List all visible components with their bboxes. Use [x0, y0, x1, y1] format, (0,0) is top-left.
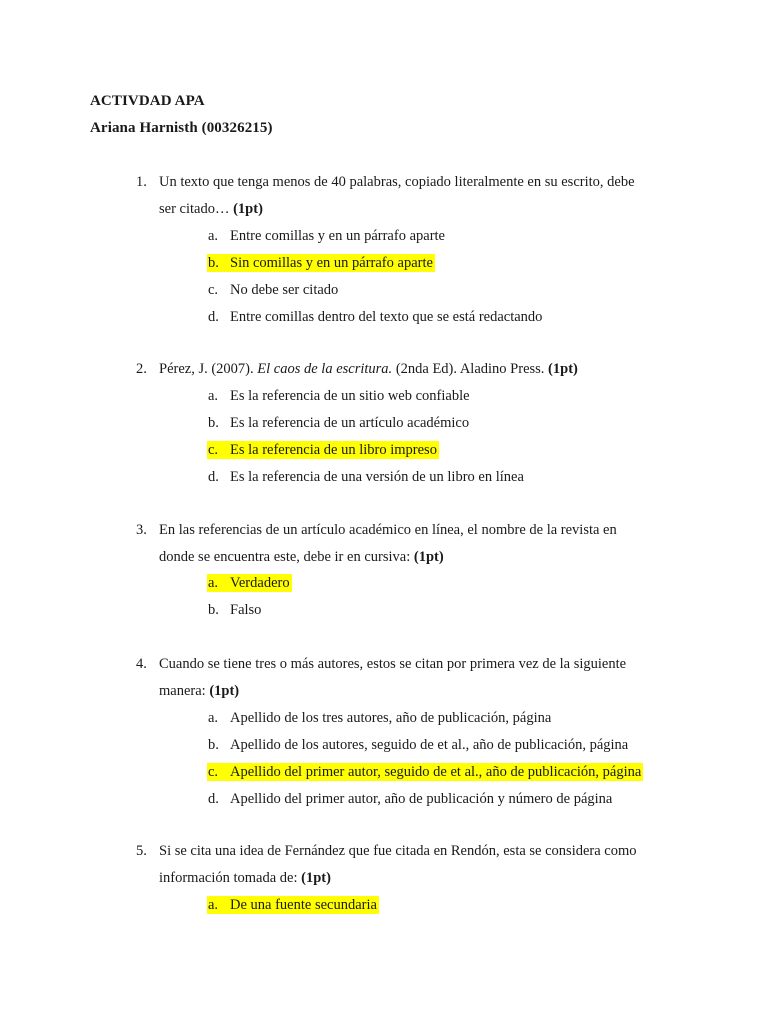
option-letter: b. — [208, 415, 219, 431]
option-letter: a. — [208, 575, 219, 591]
option-text: No debe ser citado — [230, 282, 339, 298]
option-2d — [207, 464, 526, 491]
option-highlight — [207, 574, 292, 592]
option-letter: a. — [208, 388, 219, 404]
question-text-part: Pérez, J. (2007). — [159, 361, 258, 377]
option-1b — [207, 250, 544, 277]
question-text-line: Cuando se tiene tres o más autores, estos se citan por primera vez de la siguiente — [159, 656, 627, 672]
question-number: 4. — [136, 656, 147, 672]
option-highlight — [207, 468, 526, 486]
question-text-line2: donde se encuentra este, debe ir en cursiva: — [159, 549, 414, 565]
option-highlight — [207, 896, 379, 914]
option-text: Es la referencia de un artículo académico — [230, 415, 470, 431]
question-text-line — [159, 865, 696, 892]
question-3 — [136, 517, 696, 571]
option-highlight — [207, 601, 263, 619]
option-highlight — [207, 763, 643, 781]
question-text — [159, 169, 696, 223]
option-highlight — [207, 227, 447, 245]
option-text: Es la referencia de un sitio web confiable — [230, 388, 470, 404]
question-4 — [136, 651, 696, 705]
option-text: Apellido de los autores, seguido de et al., año de publicación, página — [230, 737, 629, 753]
option-text: Entre comillas y en un párrafo aparte — [230, 228, 445, 244]
option-4a — [207, 705, 643, 732]
option-highlight — [207, 387, 472, 405]
option-letter: a. — [208, 710, 219, 726]
option-1a — [207, 223, 544, 250]
question-text — [159, 651, 696, 705]
question-number: 1. — [136, 174, 147, 190]
option-text: Es la referencia de una versión de un libro en línea — [230, 469, 524, 485]
options-list-2 — [207, 383, 526, 491]
option-4b — [207, 732, 643, 759]
option-highlight — [207, 441, 439, 459]
question-1 — [136, 169, 696, 223]
option-letter: c. — [208, 282, 219, 298]
option-letter: c. — [208, 764, 219, 780]
option-text: De una fuente secundaria — [230, 897, 377, 913]
option-4c — [207, 759, 643, 786]
option-letter: a. — [208, 228, 219, 244]
option-text: Apellido de los tres autores, año de publicación, página — [230, 710, 552, 726]
question-number: 2. — [136, 361, 147, 377]
points-label: (1pt) — [233, 201, 263, 217]
option-3a — [207, 570, 292, 597]
question-text-line: Si se cita una idea de Fernández que fue citada en Rendón, esta se considera como — [159, 843, 637, 859]
book-title: El caos de la escritura. — [257, 361, 393, 377]
option-highlight — [207, 308, 544, 326]
options-list-4 — [207, 705, 643, 813]
question-5 — [136, 838, 696, 892]
option-highlight — [207, 709, 553, 727]
option-3b — [207, 597, 292, 624]
question-text-line2: manera: — [159, 683, 210, 699]
option-letter: b. — [208, 602, 219, 618]
points-label: (1pt) — [209, 683, 240, 699]
options-list-5 — [207, 892, 379, 919]
option-2b — [207, 410, 526, 437]
author-line: Ariana Harnisth (00326215) — [90, 120, 273, 136]
option-text: Es la referencia de un libro impreso — [230, 442, 437, 458]
option-text: Apellido del primer autor, año de publicación y número de página — [230, 791, 613, 807]
option-highlight — [207, 281, 340, 299]
question-text-line — [159, 678, 696, 705]
option-letter: c. — [208, 442, 219, 458]
options-list-3 — [207, 570, 292, 624]
option-text: Entre comillas dentro del texto que se está redactando — [230, 309, 543, 325]
document-title: ACTIVDAD APA — [90, 93, 205, 109]
points-label: (1pt) — [548, 361, 578, 377]
question-text-line: Un texto que tenga menos de 40 palabras, copiado literalmente en su escrito, debe — [159, 174, 635, 190]
option-text: Apellido del primer autor, seguido de et al., año de publicación, página — [230, 764, 642, 780]
option-letter: d. — [208, 309, 219, 325]
option-5a — [207, 892, 379, 919]
question-text-part: (2nda Ed). Aladino Press. — [392, 361, 549, 377]
option-2a — [207, 383, 526, 410]
question-text — [159, 356, 696, 383]
option-letter: d. — [208, 791, 219, 807]
option-letter: b. — [208, 737, 219, 753]
question-text — [159, 838, 696, 892]
option-4d — [207, 786, 643, 813]
question-text — [159, 517, 696, 571]
option-highlight — [207, 254, 435, 272]
question-text-line2: información tomada de: — [159, 870, 302, 886]
option-highlight — [207, 736, 630, 754]
option-1c — [207, 277, 544, 304]
question-text-line2: ser citado… — [159, 201, 234, 217]
points-label: (1pt) — [301, 870, 331, 886]
option-text: Sin comillas y en un párrafo aparte — [230, 255, 433, 271]
option-2c — [207, 437, 526, 464]
option-1d — [207, 304, 544, 331]
option-text: Verdadero — [230, 575, 290, 591]
points-label: (1pt) — [413, 549, 444, 565]
question-text-line — [159, 196, 696, 223]
option-highlight — [207, 414, 471, 432]
option-letter: b. — [208, 255, 219, 271]
option-highlight — [207, 790, 614, 808]
option-letter: d. — [208, 469, 219, 485]
option-text: Falso — [230, 602, 262, 618]
question-text-line — [159, 544, 696, 571]
options-list-1 — [207, 223, 544, 331]
option-letter: a. — [208, 897, 219, 913]
question-number: 3. — [136, 522, 147, 538]
question-number: 5. — [136, 843, 147, 859]
question-2 — [136, 356, 696, 383]
question-text-line: En las referencias de un artículo académico en línea, el nombre de la revista en — [159, 522, 617, 538]
